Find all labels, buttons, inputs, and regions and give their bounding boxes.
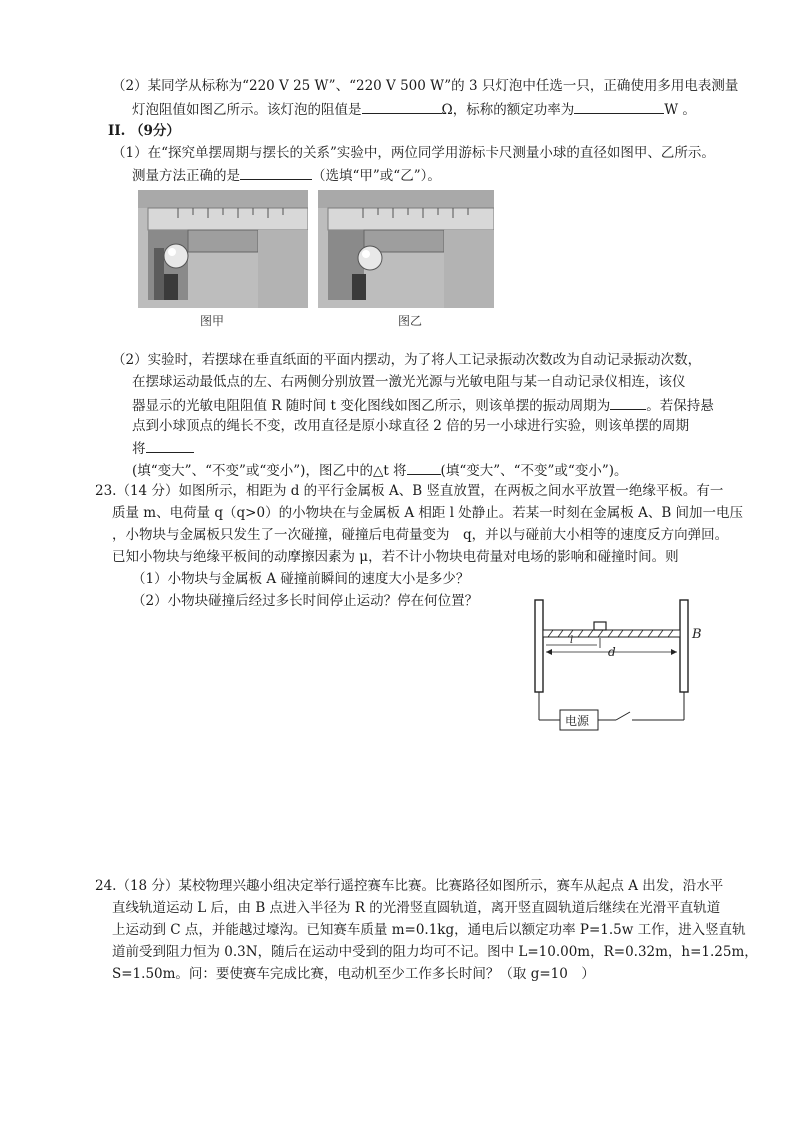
q24-line-5: S=1.50m。问：要使赛车完成比赛，电动机至少工作多长时间？（取 g=10 ） [112, 966, 595, 982]
q-pendulum-2e [132, 438, 194, 458]
q-pendulum-1b [132, 165, 441, 185]
q-lamp-line-1: （2）某同学从标称为“220 V 25 W”、“220 V 500 W”的 3 只灯泡中任选一只，正确使用多用电表测量 [112, 78, 739, 94]
q23-line-3: ，小物块与金属板只发生了一次碰撞，碰撞后电荷量变为 q，并以与碰前大小相等的速度反方向弹回。 [112, 527, 729, 543]
q-pendulum-2f-text: (填“变大”、“不变”或“变小”)，图乙中的△t 将 [132, 463, 407, 479]
answer-blank-period-change[interactable] [146, 438, 194, 453]
q-pendulum-2a: （2）实验时，若摆球在垂直纸面的平面内摆动，为了将人工记录振动次数改为自动记录振动次数， [112, 352, 702, 368]
parallel-plates-diagram [520, 596, 720, 746]
q24-line-1: 24.（18 分）某校物理兴趣小组决定举行遥控赛车比赛。比赛路径如图所示，赛车从起点 A 出发，沿水平 [95, 878, 724, 894]
label-b: B [692, 627, 702, 642]
q-pendulum-2g-text: (填“变大”、“不变”或“变小”)。 [440, 463, 628, 479]
insulating-board [543, 630, 680, 637]
label-d: d [608, 645, 616, 659]
caption-fig-jia: 图甲 [200, 314, 225, 328]
caliper-yi-image [318, 190, 494, 308]
answer-blank-method[interactable] [240, 165, 312, 180]
q24-line-3: 上运动到 C 点，并能越过壕沟。已知赛车质量 m=0.1kg，通电后以额定功率 P=1.5w 工作，进入竖直轨 [112, 922, 746, 938]
q-pendulum-2b: 在摆球运动最低点的左、右两侧分别放置一激光光源与光敏电阻与某一自动记录仪相连，该仪 [132, 374, 686, 390]
plate-a [535, 600, 543, 692]
answer-blank-resistance[interactable] [362, 99, 442, 114]
q-pendulum-2c [132, 395, 714, 415]
q-pendulum-1c-text: （选填“甲”或“乙”）。 [312, 168, 441, 184]
answer-blank-period[interactable] [610, 395, 646, 410]
q-pendulum-1b-text: 测量方法正确的是 [132, 168, 240, 184]
label-l: l [570, 635, 574, 646]
q23-sub-1: （1）小物块与金属板 A 碰撞前瞬间的速度大小是多少？ [132, 571, 470, 587]
caliper-photo-yi [318, 190, 494, 308]
caliper-photo-jia [138, 190, 308, 308]
caliper-jia-image [138, 190, 308, 308]
q23-line-4: 已知小物块与绝缘平板间的动摩擦因素为 μ，若不计小物块电荷量对电场的影响和碰撞时间。则 [112, 549, 679, 565]
q23-sub-2: （2）小物块碰撞后经过多长时间停止运动？停在何位置？ [132, 593, 479, 609]
q-pendulum-2c-text: 器显示的光敏电阻阻值 R 随时间 t 变化图线如图乙所示，则该单摆的振动周期为 [132, 398, 611, 414]
q-pendulum-1a: （1）在“探究单摆周期与摆长的关系”实验中，两位同学用游标卡尺测量小球的直径如图甲、乙所示。 [112, 145, 715, 161]
answer-blank-power[interactable] [574, 99, 664, 114]
label-power-source: 电源 [565, 714, 590, 728]
q24-line-2: 直线轨道运动 L 后，由 B 点进入半径为 R 的光滑竖直圆轨道，离开竖直圆轨道后继续在光滑平直轨道 [112, 900, 721, 916]
small-block [594, 622, 606, 630]
q-pendulum-2e-text: 将 [132, 441, 146, 457]
q23-line-2: 质量 m、电荷量 q（q>0）的小物块在与金属板 A 相距 l 处静止。若某一时刻在金属板 A、B 间加一电压 [112, 505, 744, 521]
q-pendulum-2c2-text: 。若保持悬 [646, 398, 714, 414]
q-lamp-text-a: 灯泡阻值如图乙所示。该灯泡的阻值是 [132, 102, 362, 118]
q-pendulum-2d: 点到小球顶点的绳长不变，改用直径是原小球直径 2 倍的另一小球进行实验，则该单摆的周期 [132, 418, 690, 434]
q24-line-4: 道前受到阻力恒为 0.3N，随后在运动中受到的阻力均可不记。图中 L=10.00m，R=0.32m，h=1.25m， [112, 944, 758, 960]
q-pendulum-2f [132, 460, 628, 480]
q-lamp-line-2 [132, 99, 696, 119]
plate-b [680, 600, 688, 692]
q-lamp-text-b: Ω，标称的额定功率为 [441, 102, 575, 118]
answer-blank-dt-change[interactable] [407, 460, 441, 475]
switch [616, 712, 630, 720]
q-lamp-text-c: W 。 [664, 102, 696, 118]
caption-fig-yi: 图乙 [398, 314, 423, 328]
q23-line-1: 23.（14 分）如图所示，相距为 d 的平行金属板 A、B 竖直放置，在两板之间水平放置一绝缘平板。有一 [95, 483, 724, 499]
section-heading-ii: II. （9分） [108, 123, 180, 139]
